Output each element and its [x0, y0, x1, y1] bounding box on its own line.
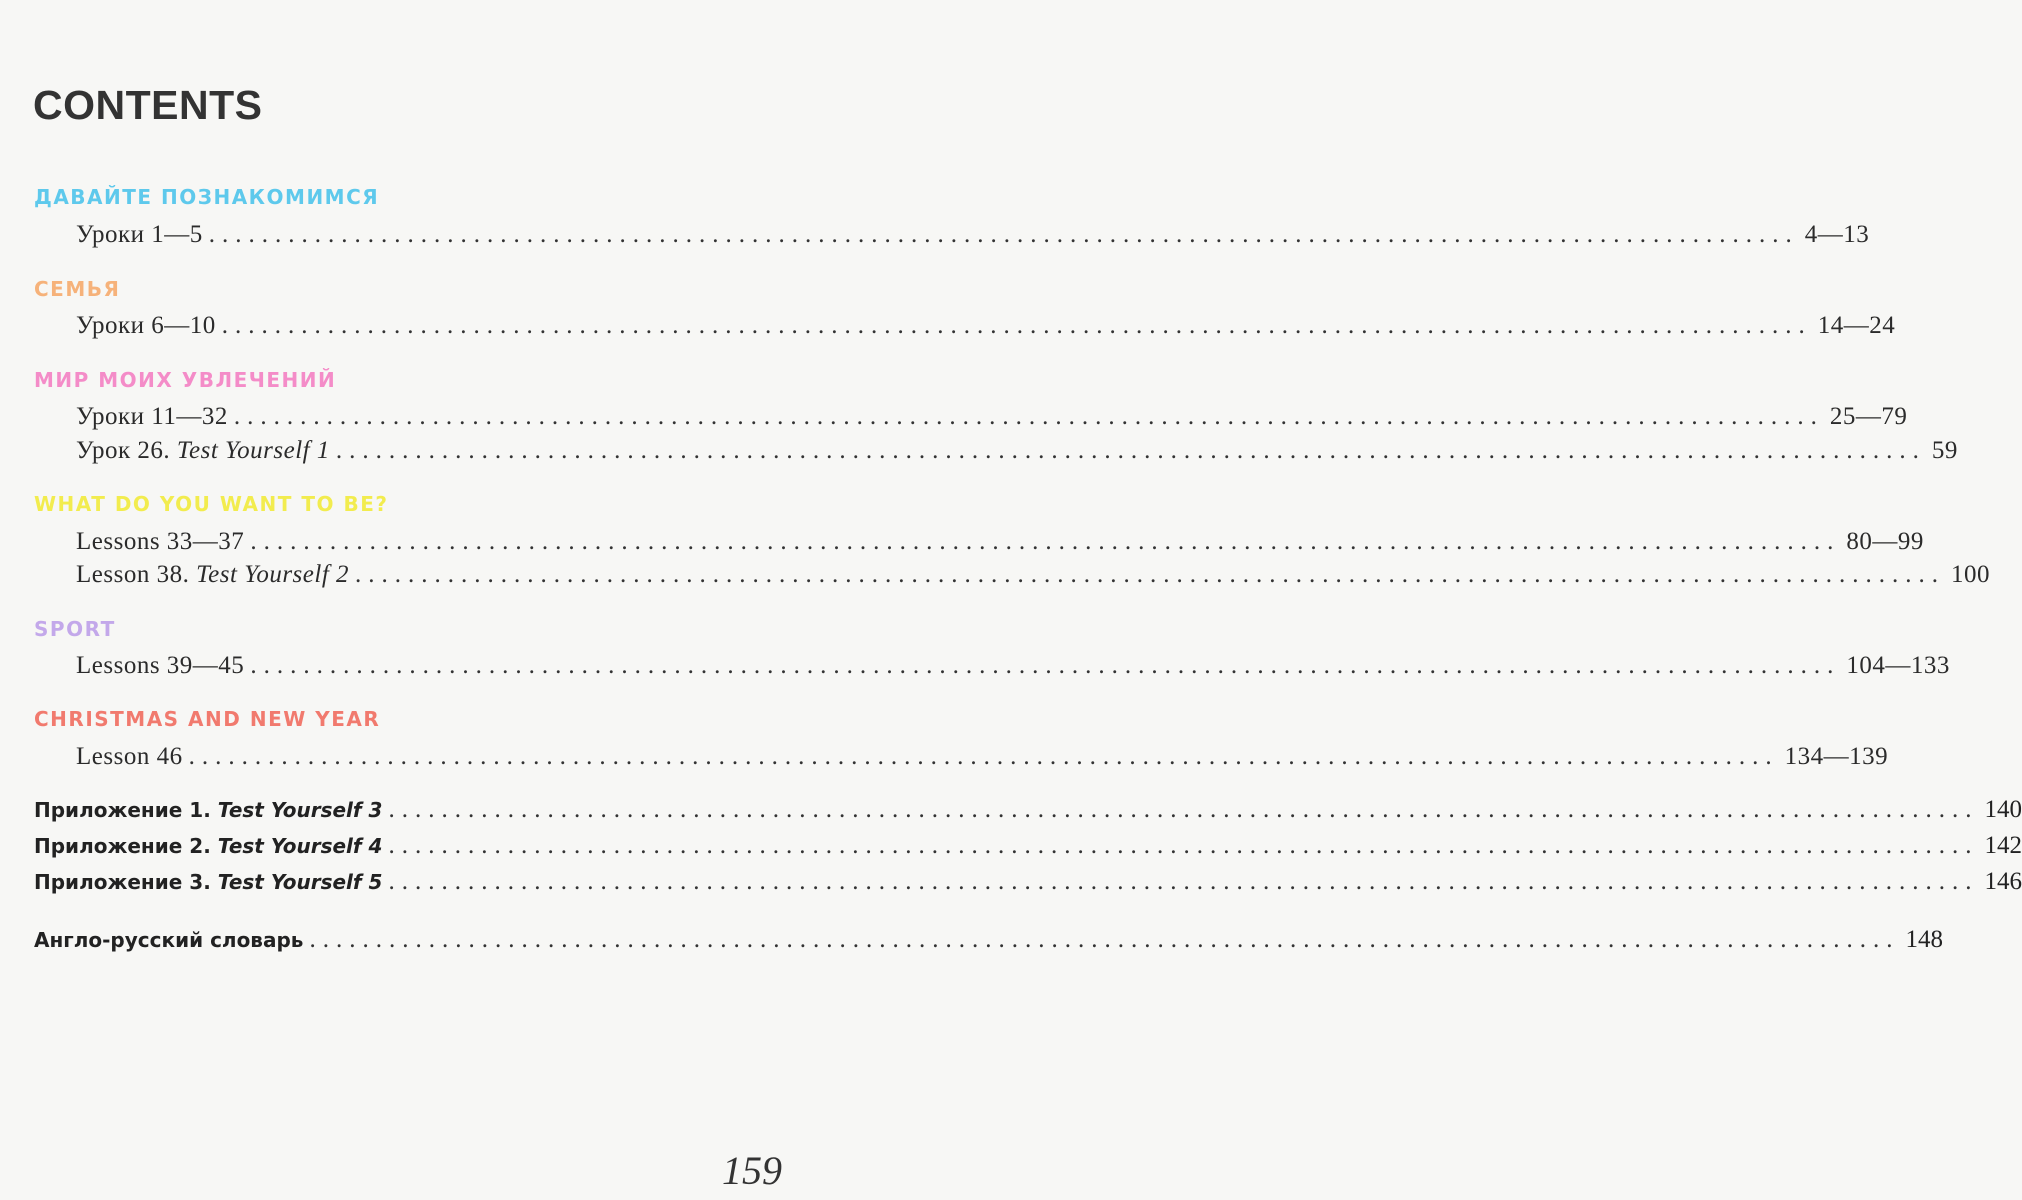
appendix-pages: 140 [1984, 796, 2022, 823]
section-heading-6: CHRISTMAS AND NEW YEAR [34, 707, 381, 731]
page-title: CONTENTS [33, 82, 263, 128]
entry-label: Lesson 38. Test Yourself 2 [76, 561, 350, 588]
toc-entry[interactable] [76, 437, 1958, 465]
entry-pages: 104—133 [1846, 652, 1950, 679]
dot-leader: ........................................................................................................................ [250, 528, 1841, 555]
dot-leader: ........................................................................................................................ [250, 652, 1841, 679]
appendix-label: Приложение 2. Test Yourself 4 [34, 834, 383, 858]
toc-entry[interactable] [76, 528, 1924, 556]
dot-leader: ........................................................................................................................ [335, 437, 1926, 464]
entry-pages: 59 [1931, 437, 1958, 464]
appendix-pages: 142 [1984, 832, 2022, 859]
appendix-label: Англо-русский словарь [34, 928, 304, 952]
appendix-entry-1[interactable] [34, 796, 2022, 824]
entry-label: Уроки 6—10 [76, 312, 216, 339]
entry-label: Уроки 1—5 [76, 221, 203, 248]
toc-entry[interactable] [76, 312, 1896, 340]
toc-entry[interactable] [76, 743, 1889, 771]
entry-label: Lesson 46 [76, 743, 183, 770]
dot-leader: ........................................................................................................................ [208, 221, 1799, 248]
entry-pages: 4—13 [1804, 221, 1870, 248]
dot-leader: ........................................................................................................................ [188, 743, 1779, 770]
appendix-label: Приложение 1. Test Yourself 3 [34, 798, 383, 822]
entry-label: Уроки 11—32 [76, 403, 228, 430]
toc-entry[interactable] [76, 561, 1991, 589]
toc-entry[interactable] [76, 403, 1908, 431]
toc-entry[interactable] [76, 652, 1950, 680]
entry-pages: 80—99 [1846, 528, 1924, 555]
entry-pages: 100 [1951, 561, 1991, 588]
toc-entry[interactable] [76, 221, 1870, 249]
entry-pages: 14—24 [1817, 312, 1896, 339]
dot-leader: ........................................................................................................................ [388, 868, 1979, 895]
page-number: 159 [722, 1148, 782, 1193]
appendix-entry-3[interactable] [34, 868, 2022, 896]
appendix-entry-2[interactable] [34, 832, 2022, 860]
dot-leader: ........................................................................................................................ [221, 312, 1812, 339]
dot-leader: ........................................................................................................................ [233, 403, 1824, 430]
section-heading-5: SPORT [34, 617, 116, 641]
entry-label: Lessons 33—37 [76, 528, 245, 555]
appendix-label: Приложение 3. Test Yourself 5 [34, 870, 383, 894]
dot-leader: ........................................................................................................................ [355, 561, 1946, 588]
appendix-pages: 148 [1905, 926, 1943, 953]
entry-pages: 25—79 [1829, 403, 1908, 430]
section-heading-3: МИР МОИХ УВЛЕЧЕНИЙ [34, 368, 337, 392]
section-heading-2: СЕМЬЯ [34, 277, 121, 301]
dot-leader: ........................................................................................................................ [309, 926, 1900, 953]
section-heading-4: WHAT DO YOU WANT TO BE? [34, 492, 389, 516]
dictionary-entry[interactable] [34, 926, 1943, 954]
appendix-pages: 146 [1984, 868, 2022, 895]
entry-label: Lessons 39—45 [76, 652, 245, 679]
dot-leader: ........................................................................................................................ [388, 832, 1979, 859]
section-heading-1: ДАВАЙТЕ ПОЗНАКОМИМСЯ [34, 185, 380, 209]
entry-pages: 134—139 [1784, 743, 1889, 770]
entry-label: Урок 26. Test Yourself 1 [76, 437, 330, 464]
dot-leader: ........................................................................................................................ [388, 796, 1979, 823]
